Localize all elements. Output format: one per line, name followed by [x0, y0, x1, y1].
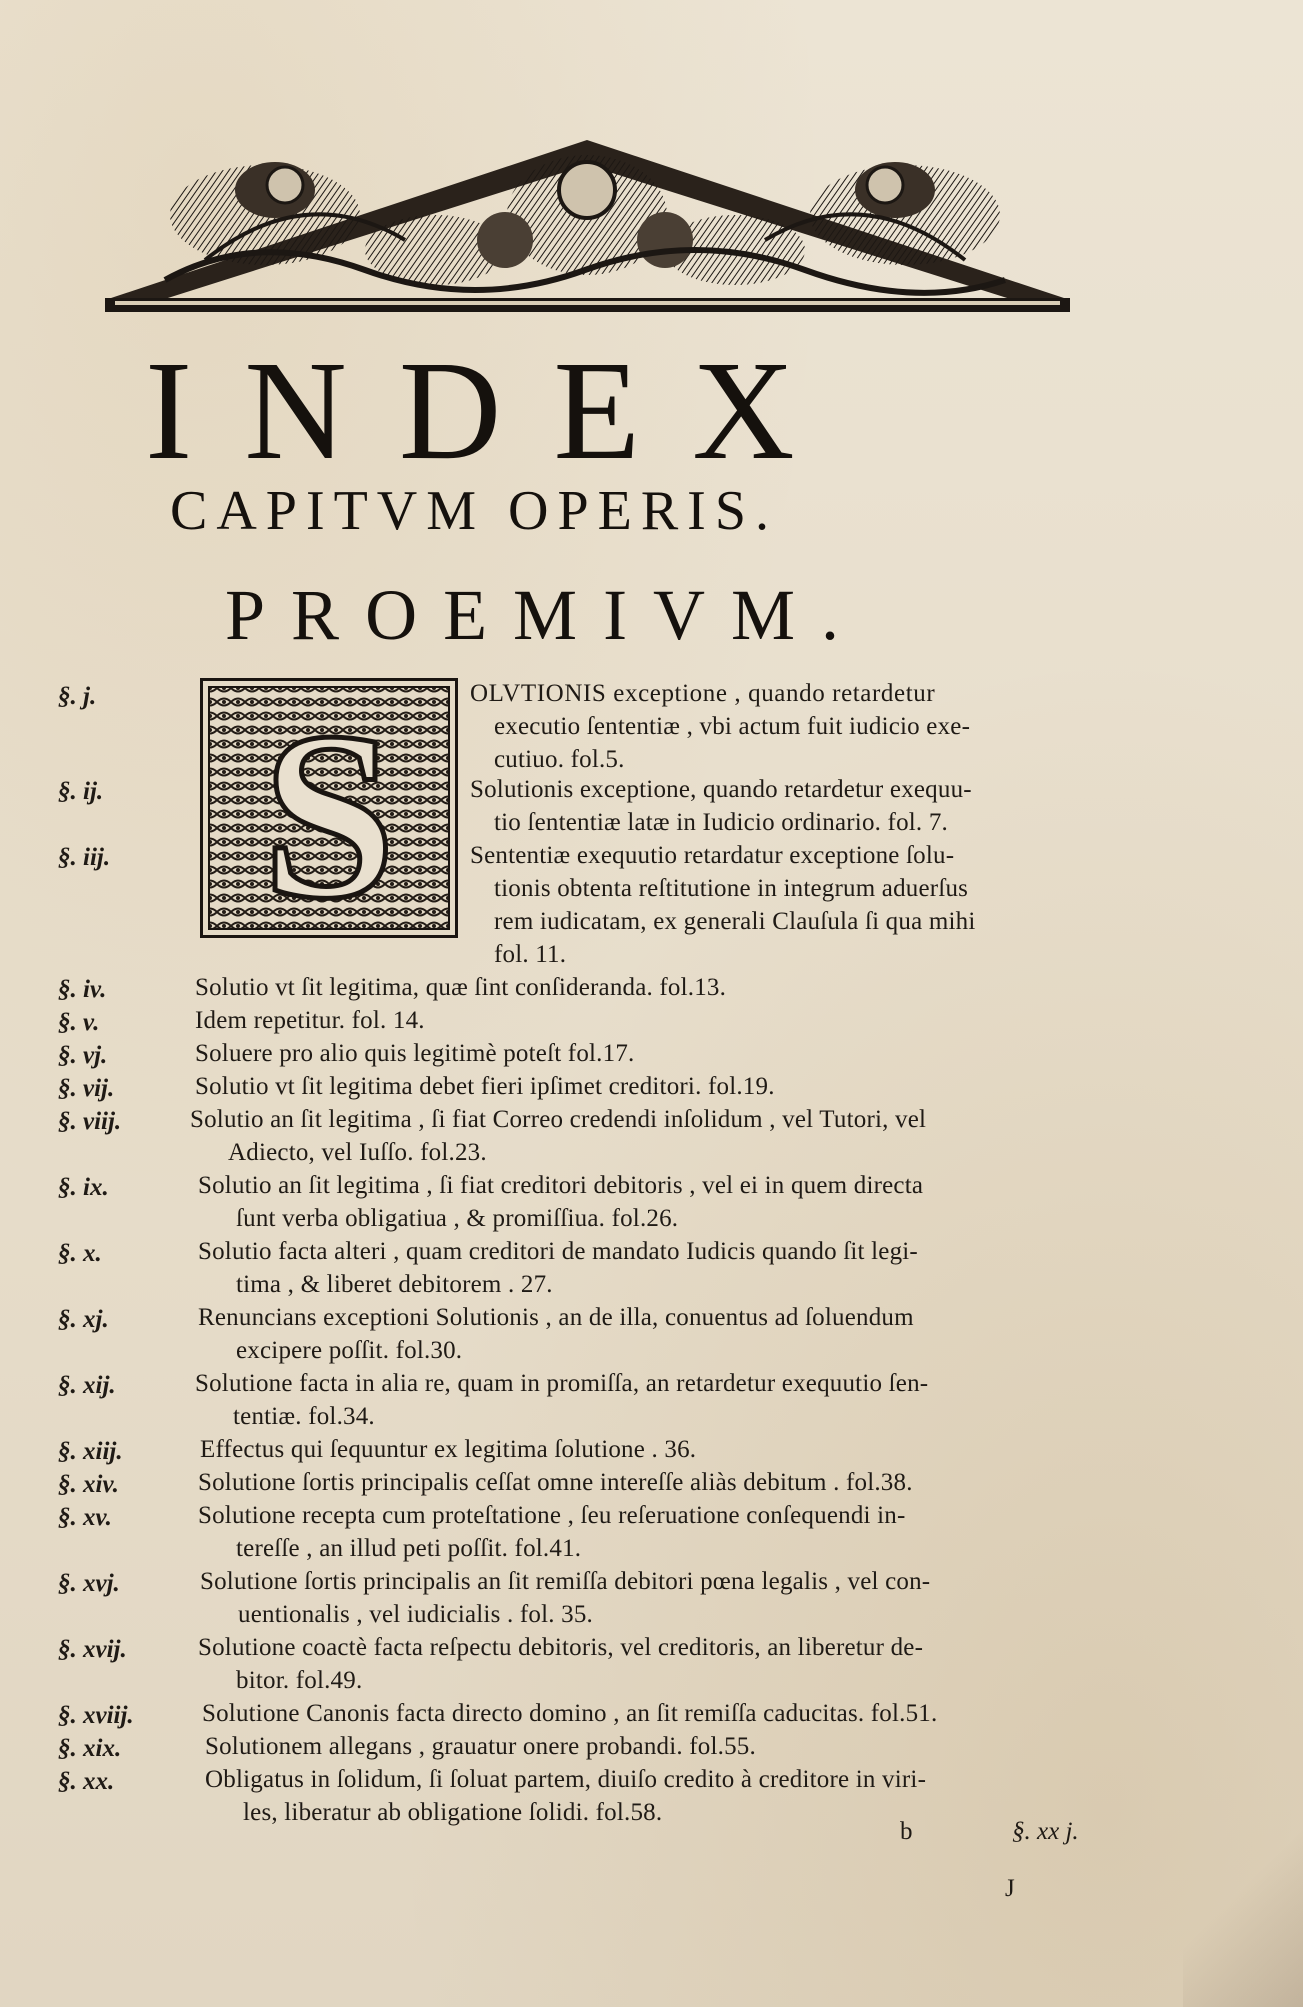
entry-number: §. xiij.	[58, 1438, 123, 1465]
section-heading: PROEMIVM.	[225, 575, 866, 655]
entry-line: ſunt verba obligatiua , & promiſſiua. fol.26.	[236, 1205, 679, 1232]
entry-number: §. xx.	[58, 1768, 115, 1795]
entry-line: excipere poſſit. fol.30.	[236, 1337, 463, 1364]
entry-line: Effectus qui ſequuntur ex legitima ſolutione . 36.	[200, 1436, 697, 1463]
entry-number: §. xj.	[58, 1306, 109, 1333]
entry-line: Adiecto, vel Iuſſo. fol.23.	[228, 1139, 487, 1166]
entry-line: tionis obtenta reſtitutione in integrum aduerſus	[494, 875, 969, 902]
page-title: INDEX	[145, 331, 847, 489]
entry-line: Renuncians exceptioni Solutionis , an de illa, conuentus ad ſoluendum	[198, 1304, 914, 1331]
entry-number: §. iij.	[58, 844, 111, 871]
entry-text	[198, 1466, 913, 1499]
entry-text	[190, 1103, 926, 1169]
entry-line: Solutionem allegans , grauatur onere probandi. fol.55.	[205, 1733, 756, 1760]
entry-number: §. xv.	[58, 1504, 112, 1531]
page-edge-shadow	[1183, 1827, 1303, 2007]
signature-mark: b	[900, 1818, 913, 1845]
entry-line: Solutione ſortis principalis ceſſat omne intereſſe aliàs debitum . fol.38.	[198, 1469, 913, 1496]
entry-line: uentionalis , vel iudicialis . fol. 35.	[238, 1601, 593, 1628]
entry-line: OLVTIONIS exceptione , quando retardetur	[470, 680, 936, 707]
entry-line: cutiuo. fol.5.	[494, 746, 625, 773]
entry-line: Solutione Canonis facta directo domino , an ſit remiſſa caducitas. fol.51.	[202, 1700, 938, 1727]
entry-line: Solutionis exceptione, quando retardetur exequu-	[470, 776, 972, 803]
entry-text	[200, 1565, 930, 1631]
entry-text	[195, 971, 726, 1004]
entry-text	[195, 1004, 425, 1037]
entry-line: bitor. fol.49.	[236, 1667, 363, 1694]
entry-line: Solutione recepta cum proteſtatione , ſeu reſeruatione conſequendi in-	[198, 1502, 906, 1529]
cherub-headpiece-icon	[105, 120, 1070, 315]
entry-text	[205, 1730, 756, 1763]
entry-number: §. xvj.	[58, 1570, 120, 1597]
entry-line: tereſſe , an illud peti poſſit. fol.41.	[236, 1535, 582, 1562]
entry-text	[198, 1235, 918, 1301]
entry-text	[195, 1070, 775, 1103]
entry-text	[198, 1301, 914, 1367]
entry-number: §. xix.	[58, 1735, 122, 1762]
entry-number: §. v.	[58, 1009, 100, 1036]
entry-line: Solutione facta in alia re, quam in promiſſa, an retardetur exequutio ſen-	[195, 1370, 929, 1397]
entry-number: §. xviij.	[58, 1702, 134, 1729]
decorated-initial-s-icon	[200, 678, 458, 938]
entry-text	[198, 1631, 923, 1697]
entry-line: tio ſententiæ latæ in Iudicio ordinario. fol. 7.	[494, 809, 948, 836]
entry-number: §. xij.	[58, 1372, 116, 1399]
entry-number: §. ij.	[58, 778, 104, 805]
entry-number: §. viij.	[58, 1108, 122, 1135]
entry-line: Sententiæ exequutio retardatur exceptione ſolu-	[470, 842, 955, 869]
entry-line: Solutio an ſit legitima , ſi fiat creditori debitoris , vel ei in quem directa	[198, 1172, 924, 1199]
entry-line: Solutione coactè facta reſpectu debitoris, vel creditoris, an liberetur de-	[198, 1634, 924, 1661]
entry-line: Soluere pro alio quis legitimè poteſt fol.17.	[195, 1040, 635, 1067]
entry-text	[470, 773, 972, 839]
entry-text	[200, 1433, 696, 1466]
entry-line: tima , & liberet debitorem . 27.	[236, 1271, 553, 1298]
entry-text	[198, 1499, 906, 1565]
entry-line: Solutio facta alteri , quam creditori de mandato Iudicis quando ſit legi-	[198, 1238, 918, 1265]
entry-text	[202, 1697, 937, 1730]
entry-line: Solutio vt ſit legitima debet fieri ipſimet creditori. fol.19.	[195, 1073, 775, 1100]
entry-line: les, liberatur ab obligatione ſolidi. fol.58.	[243, 1799, 663, 1826]
entry-number: §. ix.	[58, 1174, 109, 1201]
entry-number: §. iv.	[58, 976, 107, 1003]
entry-text	[198, 1169, 923, 1235]
entry-text	[470, 839, 975, 971]
entry-number: §. j.	[58, 683, 97, 710]
entry-number: §. vj.	[58, 1042, 108, 1069]
entry-line: Idem repetitur. fol. 14.	[195, 1007, 425, 1034]
entry-number: §. xvij.	[58, 1636, 127, 1663]
entry-line: executio ſententiæ , vbi actum fuit iudicio exe-	[494, 713, 971, 740]
entry-line: Obligatus in ſolidum, ſi ſoluat partem, diuiſo credito à creditore in viri-	[205, 1766, 927, 1793]
entry-line: tentiæ. fol.34.	[233, 1403, 375, 1430]
entry-line: Solutio vt ſit legitima, quæ ſint conſideranda. fol.13.	[195, 974, 727, 1001]
entry-line: Solutio an ſit legitima , ſi fiat Correo credendi inſolidum , vel Tutori, vel	[190, 1106, 927, 1133]
entry-text	[205, 1763, 926, 1829]
entry-number: §. vij.	[58, 1075, 115, 1102]
entry-line: fol. 11.	[494, 941, 567, 968]
entry-number: §. x.	[58, 1240, 102, 1267]
entry-text	[195, 1367, 928, 1433]
page-subtitle: CAPITVM OPERIS.	[170, 480, 778, 542]
catchword: §. xx j.	[1012, 1818, 1079, 1845]
entry-line: rem iudicatam, ex generali Clauſula ſi qua mihi	[494, 908, 976, 935]
entry-text	[195, 1037, 634, 1070]
entry-number: §. xiv.	[58, 1471, 119, 1498]
entry-line: Solutione ſortis principalis an ſit remiſſa debitori pœna legalis , vel con-	[200, 1568, 931, 1595]
page-mark: J	[1005, 1875, 1015, 1902]
entry-text	[470, 677, 970, 776]
svg-text:S: S	[262, 682, 396, 935]
